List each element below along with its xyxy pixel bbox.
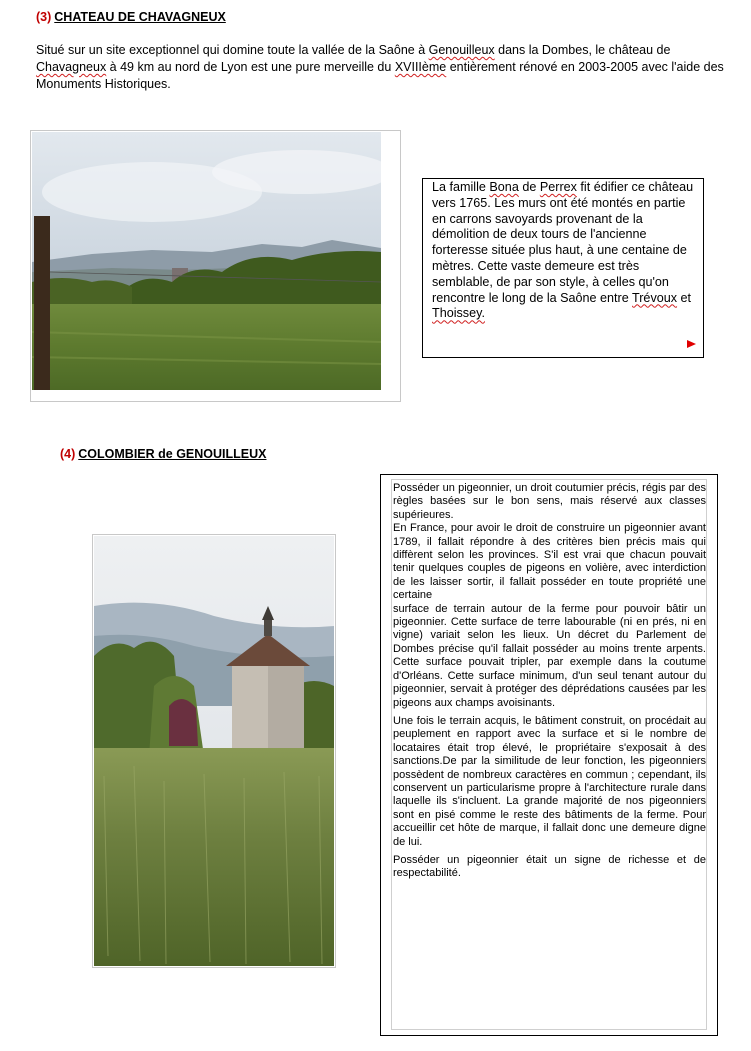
section3-heading: [36, 10, 226, 24]
place-trevoux: Trévoux: [632, 290, 678, 305]
section4-number: (4): [60, 447, 76, 461]
place-genouilleux: Genouilleux: [428, 43, 495, 57]
colombier-paragraph: En France, pour avoir le droit de construire un pigeonnier avant 1789, il fallait répondre à des critères bien précis mais qui diffèrent selon les provinces. S'il est vrai que chacun pouvait tenir quelques couples de pigeons en volière, avec interdiction de les laisser sortir, il fallait posséder en toute propriété une certaine: [393, 522, 706, 602]
colombier-photo-frame: [92, 534, 336, 968]
chateau-photo-frame: [30, 130, 401, 402]
place-thoissey: Thoissey.: [432, 306, 485, 321]
colombier-paragraph: Une fois le terrain acquis, le bâtiment construit, on procédait au peuplement en rapport avec la surface et si le nombre de locataires était trop élevé, le propriétaire s'exposait à des sanctions.De par la similitude de leur fonction, les pigeonniers possèdent de nombreux caractères en commun ; cependant, ils conservent un particularisme propre à l'architecture rurale dans laquelle ils s'incluent. La grande majorité de nos pigeonniers sont en pisé comme le reste des bâtiments de la ferme. Pour accueillir cet hôte de marque, il fallait donc une demeure digne de lui.: [393, 714, 706, 848]
intro-text: dans la Dombes, le château de: [494, 43, 671, 57]
intro-text: à 49 km au nord de Lyon est une pure merveille du: [106, 60, 395, 74]
section4-title: COLOMBIER de GENOUILLEUX: [78, 447, 267, 461]
colombier-text-box: [380, 474, 718, 1036]
section3-intro: [36, 42, 726, 93]
red-triangle-flag-icon: [687, 340, 696, 348]
colombier-paragraph: Posséder un pigeonnier, un droit coutumier précis, régis par des règles basées sur le bon sens, mais réservé aux classes supérieures.: [393, 482, 706, 521]
section3-number: (3): [36, 10, 52, 24]
place-chavagneux: Chavagneux: [36, 60, 107, 74]
century-xviiieme: XVIIIème: [394, 60, 447, 74]
section4-heading: [60, 447, 266, 461]
caption-text: fit édifier ce château vers 1765. Les murs ont été montés en partie en carrons savoyards provenant de la démolition de deux tours de l'ancienne forteresse située plus haut, à une centaine de mètres. Cette vaste demeure est très semblable, de par son style, à celles qu'on rencontre le long de la Saône entre: [432, 180, 694, 305]
caption-text: et: [677, 290, 692, 305]
section3-title: CHATEAU DE CHAVAGNEUX: [54, 10, 226, 24]
intro-text: entièrement rénové en 2003-2005 avec l'aide des Monuments Historiques.: [36, 60, 724, 91]
colombier-paragraph: Posséder un pigeonnier était un signe de richesse et de respectabilité.: [393, 853, 706, 880]
caption-text: de: [518, 180, 540, 194]
chateau-photo: [32, 132, 381, 390]
colombier-text-inner: [391, 479, 707, 1030]
colombier-photo: [94, 536, 334, 966]
name-bona: Bona: [489, 180, 519, 194]
chateau-caption-text: [432, 180, 697, 322]
name-perrex: Perrex: [539, 180, 577, 194]
chateau-caption-box: [422, 178, 704, 358]
caption-text: La famille: [432, 180, 490, 194]
colombier-paragraph: surface de terrain autour de la ferme pour pouvoir bâtir un pigeonnier. Cette surface de terre labourable (ni en prés, ni en vigne) variait selon les lieux. Un décret du Parlement de Dombes précise qu'il fallait posséder au moins trente arpents. Cette surface pouvait tripler, par exemple dans la coutume d'Orléans. Cette surface minimum, d'un seul tenant autour du pigeonnier, servait à protéger des déprédations causées par les pigeons aux champs avoisinants.: [393, 602, 706, 709]
intro-text: Situé sur un site exceptionnel qui domine toute la vallée de la Saône à: [36, 43, 429, 57]
